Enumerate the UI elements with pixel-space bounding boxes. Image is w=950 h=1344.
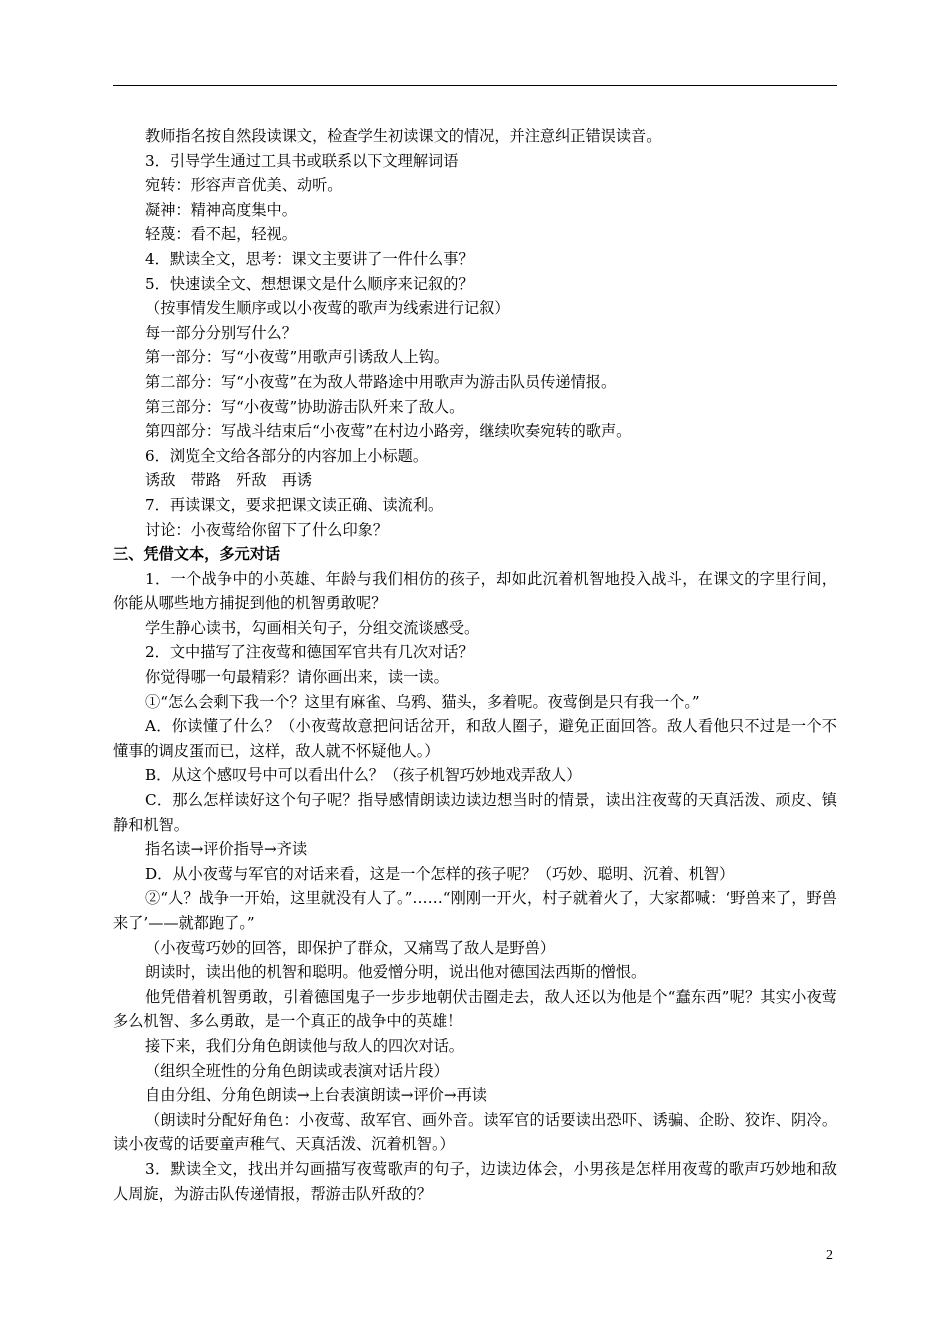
paragraph: 1．一个战争中的小英雄、年龄与我们相仿的孩子，却如此沉着机智地投入战斗，在课文的字里行间，你能从哪些地方捕捉到他的机智勇敢呢？ [113,569,837,613]
paragraph: 第二部分：写“小夜莺”在为敌人带路途中用歌声为游击队员传递情报。 [145,372,617,391]
page-number: 2 [826,1248,833,1263]
paragraph: A．你读懂了什么？（小夜莺故意把问话岔开，和敌人圈子，避免正面回答。敌人看他只不过是一个不懂事的调皮蛋而已，这样，敌人就不怀疑他人。） [113,717,837,760]
paragraph: 2．文中描写了注夜莺和德国军官共有几次对话？ [145,643,474,662]
paragraph: 5．快速读全文、想想课文是什么顺序来记叙的？ [145,274,474,293]
paragraph: 接下来，我们分角色朗读他与敌人的四次对话。 [145,1036,464,1055]
paragraph: 轻蔑：看不起，轻视。 [145,225,297,244]
paragraph: C．那么怎样读好这个句子呢？指导感情朗读边读边想当时的情景，读出注夜莺的天真活泼、顽皮、镇静和机智。 [113,791,837,834]
paragraph: 3．引导学生通过工具书或联系以下文理解词语 [145,151,459,170]
paragraph: 他凭借着机智勇敢，引着德国鬼子一步步地朝伏击圈走去，敌人还以为他是个“蠢东西”呢？其实小夜莺多么机智、多么勇敢，是一个真正的战争中的英雄！ [113,987,837,1031]
header-rule [113,85,837,86]
paragraph: 教师指名按自然段读课文，检查学生初读课文的情况，并注意纠正错误读音。 [145,127,662,145]
paragraph: （小夜莺巧妙的回答，即保护了群众，又痛骂了敌人是野兽） [145,938,556,957]
paragraph: 第三部分：写“小夜莺”协助游击队歼来了敌人。 [145,397,465,416]
paragraph: 宛转：形容声音优美、动听。 [145,176,343,195]
paragraph: 6．浏览全文给各部分的内容加上小标题。 [145,446,429,465]
paragraph: 学生静心读书，勾画相关句子，分组交流谈感受。 [145,618,480,637]
paragraph: （朗读时分配好角色：小夜莺、敌军官、画外音。读军官的话要读出恐吓、诱骗、企盼、狡诈、阴冷。读小夜莺的话要童声稚气、天真活泼、沉着机智。） [113,1110,837,1154]
paragraph: 7．再读课文，要求把课文读正确、读流利。 [145,495,444,514]
paragraph: B．从这个感叹号中可以看出什么？（孩子机智巧妙地戏弄敌人） [145,766,582,785]
paragraph: 凝神：精神高度集中。 [145,200,297,219]
paragraph: D．从小夜莺与军官的对话来看，这是一个怎样的孩子呢？（巧妙、聪明、沉着、机智） [145,864,735,883]
paragraph: 指名读→评价指导→齐读 [145,840,308,859]
paragraph: （按事情发生顺序或以小夜莺的歌声为线索进行记叙） [145,299,510,318]
paragraph: 第四部分：写战斗结束后“小夜莺”在村边小路旁，继续吹奏宛转的歌声。 [145,422,632,441]
document-body [113,124,837,1206]
paragraph: 朗读时，读出他的机智和聪明。他爱憎分明，说出他对德国法西斯的憎恨。 [145,963,647,982]
paragraph: 讨论：小夜莺给你留下了什么印象？ [145,520,388,539]
paragraph: 3．默读全文，找出并勾画描写夜莺歌声的句子，边读边体会，小男孩是怎样用夜莺的歌声巧妙地和敌人周旋，为游击队传递情报，帮游击队歼敌的？ [113,1159,837,1203]
paragraph: 你觉得哪一句最精彩？请你画出来，读一读。 [145,668,449,687]
paragraph: 4．默读全文，思考：课文主要讲了一件什么事？ [145,249,474,268]
section-heading: 三、凭借文本，多元对话 [113,545,281,564]
paragraph: ②“人？战争一开始，这里就没有人了。”……“刚刚一开火，村子就着火了，大家都喊：‘野兽来了，野兽来了’——就都跑了。” [113,889,837,932]
paragraph: 第一部分：写“小夜莺”用歌声引诱敌人上钩。 [145,348,450,367]
paragraph: （组织全班性的分角色朗读或表演对话片段） [145,1061,449,1080]
paragraph: 诱敌 带路 歼敌 再诱 [145,471,313,490]
paragraph: 每一部分分别写什么？ [145,323,297,342]
paragraph: 自由分组、分角色朗读→上台表演朗读→评价→再读 [145,1086,487,1105]
paragraph: ①“怎么会剩下我一个？这里有麻雀、乌鸦、猫头，多着呢。夜莺倒是只有我一个。” [145,692,700,711]
